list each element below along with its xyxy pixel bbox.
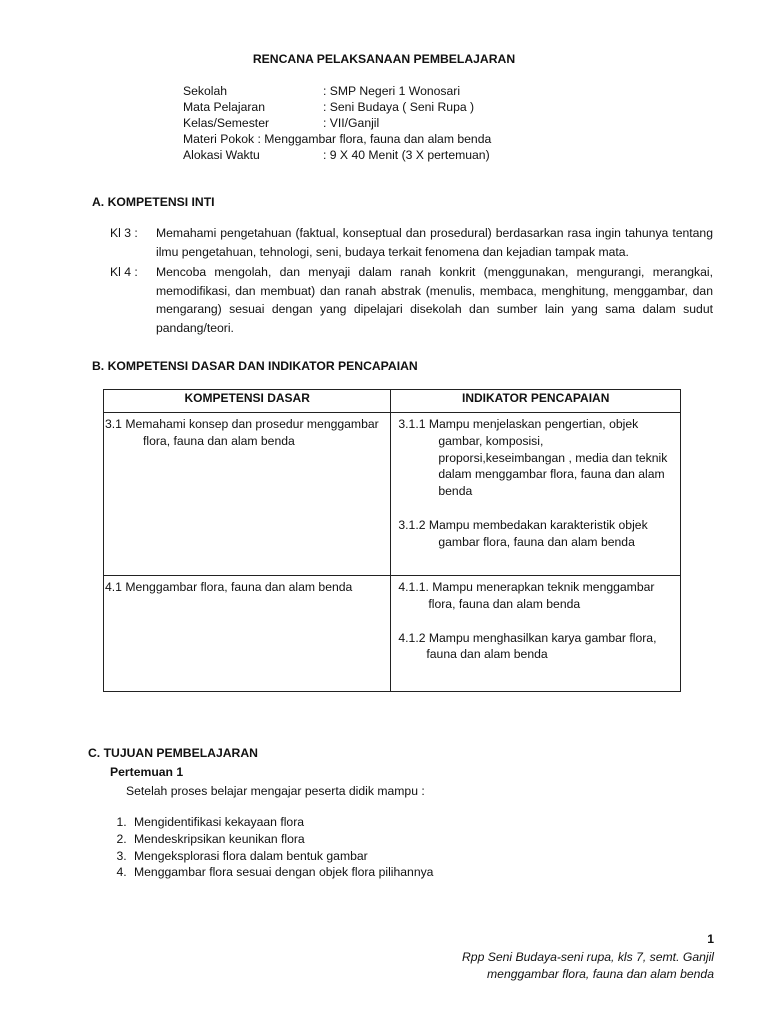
meta-class — [183, 115, 379, 131]
table-row — [104, 413, 681, 576]
indicator-list — [392, 577, 679, 671]
meta-topic — [183, 131, 491, 147]
indicator-item: 3.1.1 Mampu menjelaskan pengertian, objek gambar, komposisi, proporsi,keseimbangan , media dan teknik dalam menggambar flora, fauna dan alam benda — [398, 417, 668, 499]
ki4-text: Mencoba mengolah, dan menyaji dalam ranah konkrit (menggunakan, mengurangi, merangkai, memodifikasi, dan membuat) dan ranah abstrak (menulis, membaca, menghitung, menggambar, dan mengarang) sesuai dengan yang dipelajari disekolah dan sumber lain yang sama dalam sudut pandang/teori. — [156, 265, 713, 335]
goals-intro: Setelah proses belajar mengajar peserta didik mampu : — [126, 784, 425, 798]
kd-text: 4.1 Menggambar flora, fauna dan alam benda — [105, 580, 353, 594]
meta-value: : Menggambar flora, fauna dan alam benda — [254, 132, 492, 146]
spacer — [398, 500, 673, 517]
list-item: 1. Mengidentifikasi kekayaan flora — [130, 814, 433, 831]
meta-time — [183, 147, 490, 163]
kd-cell — [104, 413, 391, 576]
meeting-label: Pertemuan 1 — [110, 765, 184, 779]
kd-cell — [104, 576, 391, 692]
ki3-text: Memahami pengetahuan (faktual, konseptual dan prosedural) berdasarkan rasa ingin tahunya tentang ilmu pengetahuan, tehnologi, seni, budaya terkait fenomena dan kejadian tampak mata. — [156, 226, 713, 259]
col-header-indicator: INDIKATOR PENCAPAIAN — [391, 390, 681, 413]
meta-value: : Seni Budaya ( Seni Rupa ) — [323, 100, 475, 114]
spacer — [398, 613, 673, 630]
indicator-cell — [391, 576, 681, 692]
indicator-cell — [391, 413, 681, 576]
ki3-code: Kl 3 : — [110, 226, 138, 240]
meta-school — [183, 83, 460, 99]
section-c-heading: C. TUJUAN PEMBELAJARAN — [88, 746, 258, 760]
meta-value: : VII/Ganjil — [323, 116, 380, 130]
section-a-heading: A. KOMPETENSI INTI — [92, 195, 215, 209]
meta-value: : SMP Negeri 1 Wonosari — [323, 84, 461, 98]
meta-label: Materi Pokok — [183, 132, 255, 146]
meta-label: Alokasi Waktu — [183, 148, 260, 162]
ki4-code: Kl 4 : — [110, 265, 138, 279]
list-item: 2. Mendeskripsikan keunikan flora — [130, 831, 433, 848]
competency-table — [103, 389, 681, 692]
indicator-item: 4.1.1. Mampu menerapkan teknik menggambar flora, fauna dan alam benda — [398, 580, 655, 611]
meta-label: Mata Pelajaran — [183, 100, 265, 114]
meta-subject — [183, 99, 474, 115]
indicator-item: 4.1.2 Mampu menghasilkan karya gambar flora, fauna dan alam benda — [398, 630, 657, 662]
section-b-heading: B. KOMPETENSI DASAR DAN INDIKATOR PENCAPAIAN — [92, 359, 418, 373]
footer-line-1: Rpp Seni Budaya-seni rupa, kls 7, semt. Ganjil — [462, 950, 714, 964]
goals-list — [110, 814, 433, 881]
list-item: 3. Mengeksplorasi flora dalam bentuk gambar — [130, 848, 433, 865]
meta-label: Kelas/Semester — [183, 116, 270, 130]
list-item: 4. Menggambar flora sesuai dengan objek flora pilihannya — [130, 864, 433, 881]
meta-label: Sekolah — [183, 84, 228, 98]
meta-value: : 9 X 40 Menit (3 X pertemuan) — [323, 148, 490, 162]
document-title: RENCANA PELAKSANAAN PEMBELAJARAN — [252, 52, 516, 66]
kd-text: 3.1 Memahami konsep dan prosedur menggambar flora, fauna dan alam benda — [105, 417, 379, 448]
table-header-row — [104, 390, 681, 413]
footer-line-2: menggambar flora, fauna dan alam benda — [487, 967, 714, 981]
indicator-list — [392, 414, 679, 559]
page-number: 1 — [707, 932, 714, 946]
col-header-kd: KOMPETENSI DASAR — [104, 390, 391, 413]
table-row — [104, 576, 681, 692]
indicator-item: 3.1.2 Mampu membedakan karakteristik objek gambar flora, fauna dan alam benda — [398, 517, 648, 549]
